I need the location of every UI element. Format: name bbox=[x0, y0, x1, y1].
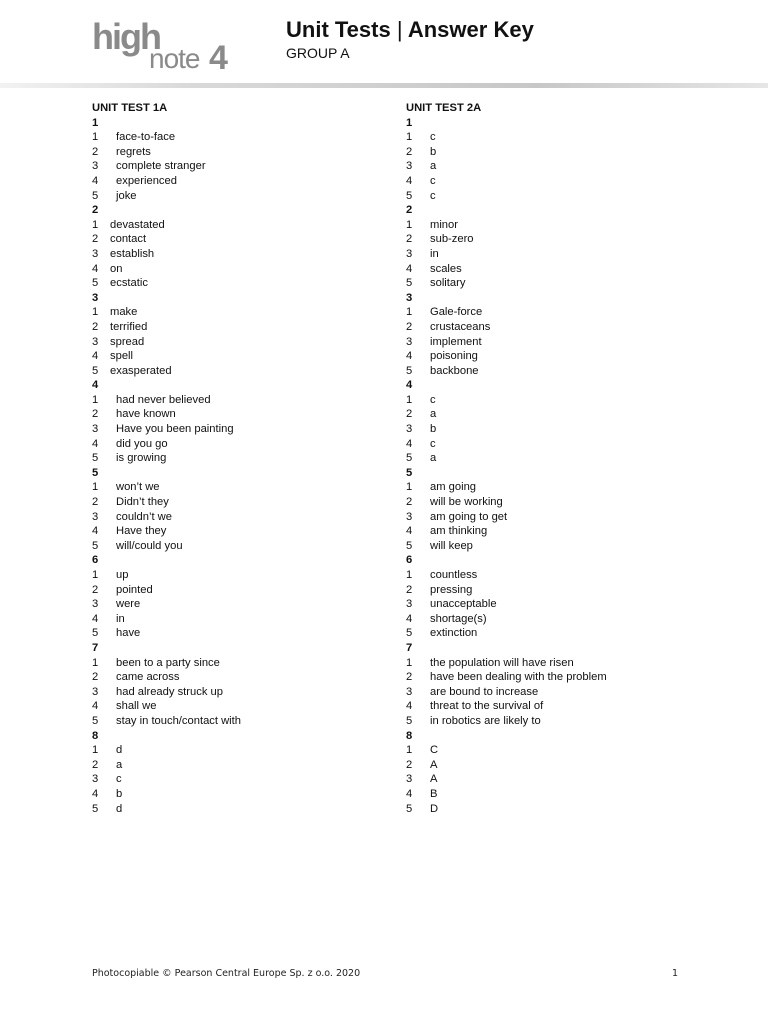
answer-row bbox=[406, 539, 726, 554]
answer-text: a bbox=[116, 758, 123, 771]
answer-text: am going bbox=[430, 481, 477, 494]
answer-text: ecstatic bbox=[110, 277, 148, 290]
item-number: 1 bbox=[92, 393, 99, 406]
answer-text: c bbox=[430, 131, 436, 144]
answer-text: shortage(s) bbox=[430, 612, 487, 625]
section-number: 5 bbox=[92, 466, 99, 479]
item-number: 2 bbox=[406, 583, 413, 596]
section-number: 4 bbox=[92, 379, 99, 392]
answer-text: poisoning bbox=[430, 350, 478, 363]
answer-text: is growing bbox=[116, 452, 167, 465]
answer-text: c bbox=[430, 437, 436, 450]
item-number: 1 bbox=[92, 218, 99, 231]
section-number: 8 bbox=[92, 729, 99, 742]
item-number: 3 bbox=[406, 335, 413, 348]
answer-row bbox=[92, 174, 382, 189]
item-number: 3 bbox=[406, 423, 413, 436]
item-number: 3 bbox=[406, 598, 413, 611]
answer-row bbox=[92, 524, 382, 539]
answer-text: d bbox=[116, 744, 123, 757]
item-number: 4 bbox=[406, 174, 413, 187]
item-number: 4 bbox=[406, 787, 413, 800]
item-number: 2 bbox=[406, 671, 413, 684]
answer-text: c bbox=[430, 174, 436, 187]
answer-row bbox=[406, 568, 726, 583]
answer-text: b bbox=[430, 145, 437, 158]
answer-text: countless bbox=[430, 569, 478, 581]
item-number: 5 bbox=[406, 627, 413, 640]
logo-text-top: high bbox=[92, 16, 160, 57]
answer-text: up bbox=[116, 569, 129, 581]
answer-row bbox=[92, 422, 382, 437]
item-number: 1 bbox=[406, 656, 413, 669]
answer-row bbox=[92, 714, 382, 729]
answer-text: am thinking bbox=[430, 525, 488, 538]
answer-row bbox=[406, 320, 726, 335]
answer-row bbox=[406, 787, 726, 802]
answer-text: regrets bbox=[116, 145, 151, 158]
footer bbox=[92, 968, 678, 979]
answer-row bbox=[406, 437, 726, 452]
answer-row bbox=[406, 276, 726, 291]
left-column bbox=[92, 101, 382, 816]
answer-text: d bbox=[116, 802, 123, 815]
answer-row bbox=[92, 772, 382, 787]
item-number: 2 bbox=[406, 145, 413, 158]
answer-row bbox=[406, 145, 726, 160]
item-number: 1 bbox=[92, 481, 99, 494]
item-number: 4 bbox=[92, 437, 99, 450]
item-number: 5 bbox=[406, 802, 413, 815]
section-number: 5 bbox=[406, 466, 413, 479]
item-number: 4 bbox=[92, 174, 99, 187]
answer-text: spell bbox=[110, 350, 134, 363]
answer-text: A bbox=[430, 773, 438, 786]
item-number: 5 bbox=[406, 364, 413, 377]
answer-text: had already struck up bbox=[116, 685, 223, 698]
item-number: 5 bbox=[406, 452, 413, 465]
answer-row bbox=[406, 495, 726, 510]
item-number: 4 bbox=[406, 262, 413, 275]
answer-text: face-to-face bbox=[116, 131, 176, 144]
answer-row bbox=[92, 539, 382, 554]
answer-text: pressing bbox=[430, 583, 473, 596]
item-number: 5 bbox=[406, 189, 413, 202]
answer-text: won’t we bbox=[116, 481, 160, 494]
item-number: 5 bbox=[92, 539, 99, 552]
page-number: 1 bbox=[671, 968, 678, 979]
answer-row bbox=[92, 480, 382, 495]
item-number: 5 bbox=[406, 714, 413, 727]
section-number: 2 bbox=[92, 204, 99, 217]
answer-row bbox=[406, 743, 726, 758]
answer-text: D bbox=[430, 802, 439, 815]
answer-row bbox=[406, 656, 726, 671]
item-number: 1 bbox=[92, 306, 99, 319]
item-number: 5 bbox=[92, 452, 99, 465]
answer-row bbox=[406, 130, 726, 145]
answer-row bbox=[406, 524, 726, 539]
item-number: 1 bbox=[406, 131, 413, 144]
answer-text: establish bbox=[110, 247, 155, 260]
section-number: 3 bbox=[92, 291, 99, 304]
answer-row bbox=[92, 232, 382, 247]
answer-text: will be working bbox=[430, 496, 503, 509]
answer-row bbox=[92, 437, 382, 452]
answer-row bbox=[406, 232, 726, 247]
answer-row bbox=[92, 495, 382, 510]
answer-text: Didn’t they bbox=[116, 496, 169, 509]
section-number: 6 bbox=[406, 554, 413, 567]
item-number: 3 bbox=[92, 685, 99, 698]
footer-copyright: Photocopiable © Pearson Central Europe Sp. z o.o. 2020 bbox=[92, 968, 361, 979]
item-number: 5 bbox=[92, 627, 99, 640]
answer-row bbox=[406, 597, 726, 612]
item-number: 2 bbox=[92, 583, 99, 596]
item-number: 1 bbox=[406, 569, 413, 581]
answer-text: will/could you bbox=[116, 539, 183, 552]
answer-row bbox=[92, 276, 382, 291]
item-number: 5 bbox=[406, 277, 413, 290]
item-number: 2 bbox=[92, 758, 99, 771]
answer-row bbox=[92, 349, 382, 364]
item-number: 4 bbox=[92, 787, 99, 800]
answer-text: pointed bbox=[116, 583, 153, 596]
answer-row bbox=[92, 685, 382, 700]
answer-row bbox=[406, 364, 726, 379]
answer-text: have known bbox=[116, 408, 176, 421]
answer-text: had never believed bbox=[116, 393, 211, 406]
answer-row bbox=[406, 305, 726, 320]
item-number: 3 bbox=[406, 510, 413, 523]
answer-text: shall we bbox=[116, 700, 157, 713]
answer-text: b bbox=[430, 423, 437, 436]
answer-text: came across bbox=[116, 671, 180, 684]
answer-row bbox=[406, 218, 726, 233]
section-number: 7 bbox=[92, 641, 99, 654]
answer-row bbox=[92, 510, 382, 525]
answer-text: couldn’t we bbox=[116, 510, 172, 523]
answer-row bbox=[92, 407, 382, 422]
answer-text: threat to the survival of bbox=[430, 700, 544, 713]
right-column-title: UNIT TEST 2A bbox=[406, 102, 482, 114]
item-number: 2 bbox=[92, 671, 99, 684]
answer-text: Have they bbox=[116, 525, 167, 538]
right-column bbox=[406, 101, 726, 816]
answer-row bbox=[406, 189, 726, 204]
page-title bbox=[286, 17, 534, 43]
answer-text: devastated bbox=[110, 218, 165, 231]
answer-text: minor bbox=[430, 218, 458, 231]
answer-row bbox=[92, 451, 382, 466]
answer-row bbox=[406, 772, 726, 787]
answer-row bbox=[406, 583, 726, 598]
logo-number: 4 bbox=[209, 39, 228, 74]
answer-row bbox=[92, 189, 382, 204]
answer-text: A bbox=[430, 758, 438, 771]
item-number: 3 bbox=[92, 335, 99, 348]
answer-row bbox=[406, 159, 726, 174]
answer-row bbox=[406, 422, 726, 437]
item-number: 1 bbox=[92, 744, 99, 757]
answer-row bbox=[406, 174, 726, 189]
item-number: 2 bbox=[92, 408, 99, 421]
item-number: 4 bbox=[92, 262, 99, 275]
title-right: Answer Key bbox=[407, 17, 534, 42]
answer-text: backbone bbox=[430, 364, 479, 377]
item-number: 3 bbox=[92, 598, 99, 611]
right-column-body bbox=[406, 116, 726, 817]
section-number: 8 bbox=[406, 729, 413, 742]
item-number: 4 bbox=[92, 612, 99, 625]
item-number: 1 bbox=[406, 393, 413, 406]
item-number: 4 bbox=[406, 350, 413, 363]
answer-text: sub-zero bbox=[430, 233, 474, 246]
item-number: 5 bbox=[406, 539, 413, 552]
answer-text: did you go bbox=[116, 437, 168, 450]
item-number: 1 bbox=[406, 306, 413, 319]
highnote-logo bbox=[92, 14, 242, 74]
item-number: 4 bbox=[92, 350, 99, 363]
answer-text: experienced bbox=[116, 174, 177, 187]
answer-row bbox=[92, 787, 382, 802]
answer-text: unacceptable bbox=[430, 598, 497, 611]
answer-text: have bbox=[116, 627, 141, 640]
item-number: 2 bbox=[406, 496, 413, 509]
section-number: 2 bbox=[406, 204, 413, 217]
answer-text: been to a party since bbox=[116, 656, 220, 669]
item-number: 3 bbox=[406, 160, 413, 173]
item-number: 2 bbox=[92, 320, 99, 333]
answer-row bbox=[92, 626, 382, 641]
answer-row bbox=[92, 568, 382, 583]
answer-row bbox=[92, 262, 382, 277]
answer-text: have been dealing with the problem bbox=[430, 671, 607, 684]
answer-text: c bbox=[430, 393, 436, 406]
section-number: 3 bbox=[406, 291, 413, 304]
answer-text: are bound to increase bbox=[430, 685, 539, 698]
title-separator: | bbox=[396, 17, 403, 42]
answer-text: will keep bbox=[430, 539, 473, 552]
answer-row bbox=[406, 612, 726, 627]
answer-row bbox=[92, 699, 382, 714]
answer-text: complete stranger bbox=[116, 160, 206, 173]
answer-row bbox=[406, 670, 726, 685]
section-number: 1 bbox=[92, 116, 99, 129]
answer-row bbox=[92, 656, 382, 671]
answer-text: extinction bbox=[430, 627, 478, 640]
item-number: 1 bbox=[406, 481, 413, 494]
answer-row bbox=[406, 685, 726, 700]
answer-text: stay in touch/contact with bbox=[116, 714, 241, 727]
section-number: 1 bbox=[406, 116, 413, 129]
answer-row bbox=[92, 758, 382, 773]
logo-text-bottom: note bbox=[149, 43, 200, 74]
item-number: 1 bbox=[406, 744, 413, 757]
item-number: 1 bbox=[92, 656, 99, 669]
answer-row bbox=[92, 597, 382, 612]
answer-row bbox=[406, 758, 726, 773]
item-number: 4 bbox=[406, 525, 413, 538]
answer-row bbox=[406, 802, 726, 817]
item-number: 1 bbox=[92, 131, 99, 144]
answer-row bbox=[406, 699, 726, 714]
item-number: 3 bbox=[92, 247, 99, 260]
answer-text: Have you been painting bbox=[116, 423, 234, 436]
answer-text: c bbox=[116, 773, 122, 786]
answer-text: joke bbox=[116, 189, 137, 202]
answer-text: a bbox=[430, 452, 437, 465]
item-number: 3 bbox=[92, 773, 99, 786]
answer-row bbox=[92, 145, 382, 160]
item-number: 3 bbox=[92, 423, 99, 436]
answer-row bbox=[406, 480, 726, 495]
item-number: 3 bbox=[406, 773, 413, 786]
answer-text: on bbox=[110, 262, 123, 275]
item-number: 5 bbox=[92, 277, 99, 290]
item-number: 2 bbox=[406, 320, 413, 333]
answer-text: exasperated bbox=[110, 364, 172, 377]
answer-text: implement bbox=[430, 335, 482, 348]
answer-row bbox=[92, 130, 382, 145]
item-number: 1 bbox=[406, 218, 413, 231]
item-number: 2 bbox=[92, 233, 99, 246]
answer-row bbox=[406, 262, 726, 277]
item-number: 2 bbox=[406, 758, 413, 771]
section-number: 6 bbox=[92, 554, 99, 567]
item-number: 3 bbox=[406, 685, 413, 698]
answer-row bbox=[92, 743, 382, 758]
item-number: 4 bbox=[406, 700, 413, 713]
answer-text: crustaceans bbox=[430, 320, 491, 333]
answer-row bbox=[92, 305, 382, 320]
item-number: 5 bbox=[92, 189, 99, 202]
section-number: 4 bbox=[406, 379, 413, 392]
answer-row bbox=[406, 393, 726, 408]
item-number: 5 bbox=[92, 364, 99, 377]
answer-text: were bbox=[116, 598, 141, 611]
answer-row bbox=[406, 247, 726, 262]
answer-row bbox=[92, 159, 382, 174]
answer-row bbox=[406, 451, 726, 466]
item-number: 5 bbox=[92, 802, 99, 815]
item-number: 2 bbox=[406, 233, 413, 246]
answer-text: the population will have risen bbox=[430, 656, 574, 669]
answer-text: make bbox=[110, 306, 138, 319]
item-number: 2 bbox=[406, 408, 413, 421]
answer-row bbox=[92, 393, 382, 408]
answer-text: Gale-force bbox=[430, 306, 483, 319]
answer-row bbox=[92, 670, 382, 685]
item-number: 4 bbox=[406, 437, 413, 450]
answer-text: scales bbox=[430, 262, 462, 275]
answer-text: b bbox=[116, 787, 123, 800]
item-number: 2 bbox=[92, 496, 99, 509]
answer-row bbox=[92, 612, 382, 627]
item-number: 4 bbox=[92, 525, 99, 538]
header-rule bbox=[0, 83, 768, 88]
left-column-title: UNIT TEST 1A bbox=[92, 102, 168, 114]
item-number: 2 bbox=[92, 145, 99, 158]
answer-row bbox=[406, 407, 726, 422]
answer-row bbox=[92, 364, 382, 379]
answer-text: a bbox=[430, 408, 437, 421]
answer-row bbox=[406, 349, 726, 364]
answer-text: spread bbox=[110, 335, 145, 348]
answer-row bbox=[92, 218, 382, 233]
title-left: Unit Tests bbox=[286, 17, 391, 42]
answer-row bbox=[406, 335, 726, 350]
answer-text: contact bbox=[110, 233, 147, 246]
answer-text: C bbox=[430, 744, 439, 757]
answer-text: am going to get bbox=[430, 510, 508, 523]
answer-row bbox=[92, 802, 382, 817]
answer-text: B bbox=[430, 787, 438, 800]
item-number: 3 bbox=[406, 247, 413, 260]
answer-text: c bbox=[430, 189, 436, 202]
item-number: 3 bbox=[92, 160, 99, 173]
answer-text: in bbox=[116, 612, 125, 625]
answer-row bbox=[92, 335, 382, 350]
answer-row bbox=[92, 247, 382, 262]
item-number: 5 bbox=[92, 714, 99, 727]
item-number: 3 bbox=[92, 510, 99, 523]
answer-row bbox=[92, 320, 382, 335]
answer-row bbox=[406, 714, 726, 729]
group-label: GROUP A bbox=[286, 45, 350, 61]
item-number: 4 bbox=[92, 700, 99, 713]
answer-text: in robotics are likely to bbox=[430, 714, 541, 727]
left-column-body bbox=[92, 116, 382, 817]
answer-row bbox=[406, 510, 726, 525]
section-number: 7 bbox=[406, 641, 413, 654]
item-number: 4 bbox=[406, 612, 413, 625]
answer-text: solitary bbox=[430, 277, 466, 290]
answer-text: a bbox=[430, 160, 437, 173]
item-number: 1 bbox=[92, 569, 99, 581]
answer-text: in bbox=[430, 247, 439, 260]
answer-row bbox=[92, 583, 382, 598]
answer-text: terrified bbox=[110, 320, 148, 333]
answer-row bbox=[406, 626, 726, 641]
